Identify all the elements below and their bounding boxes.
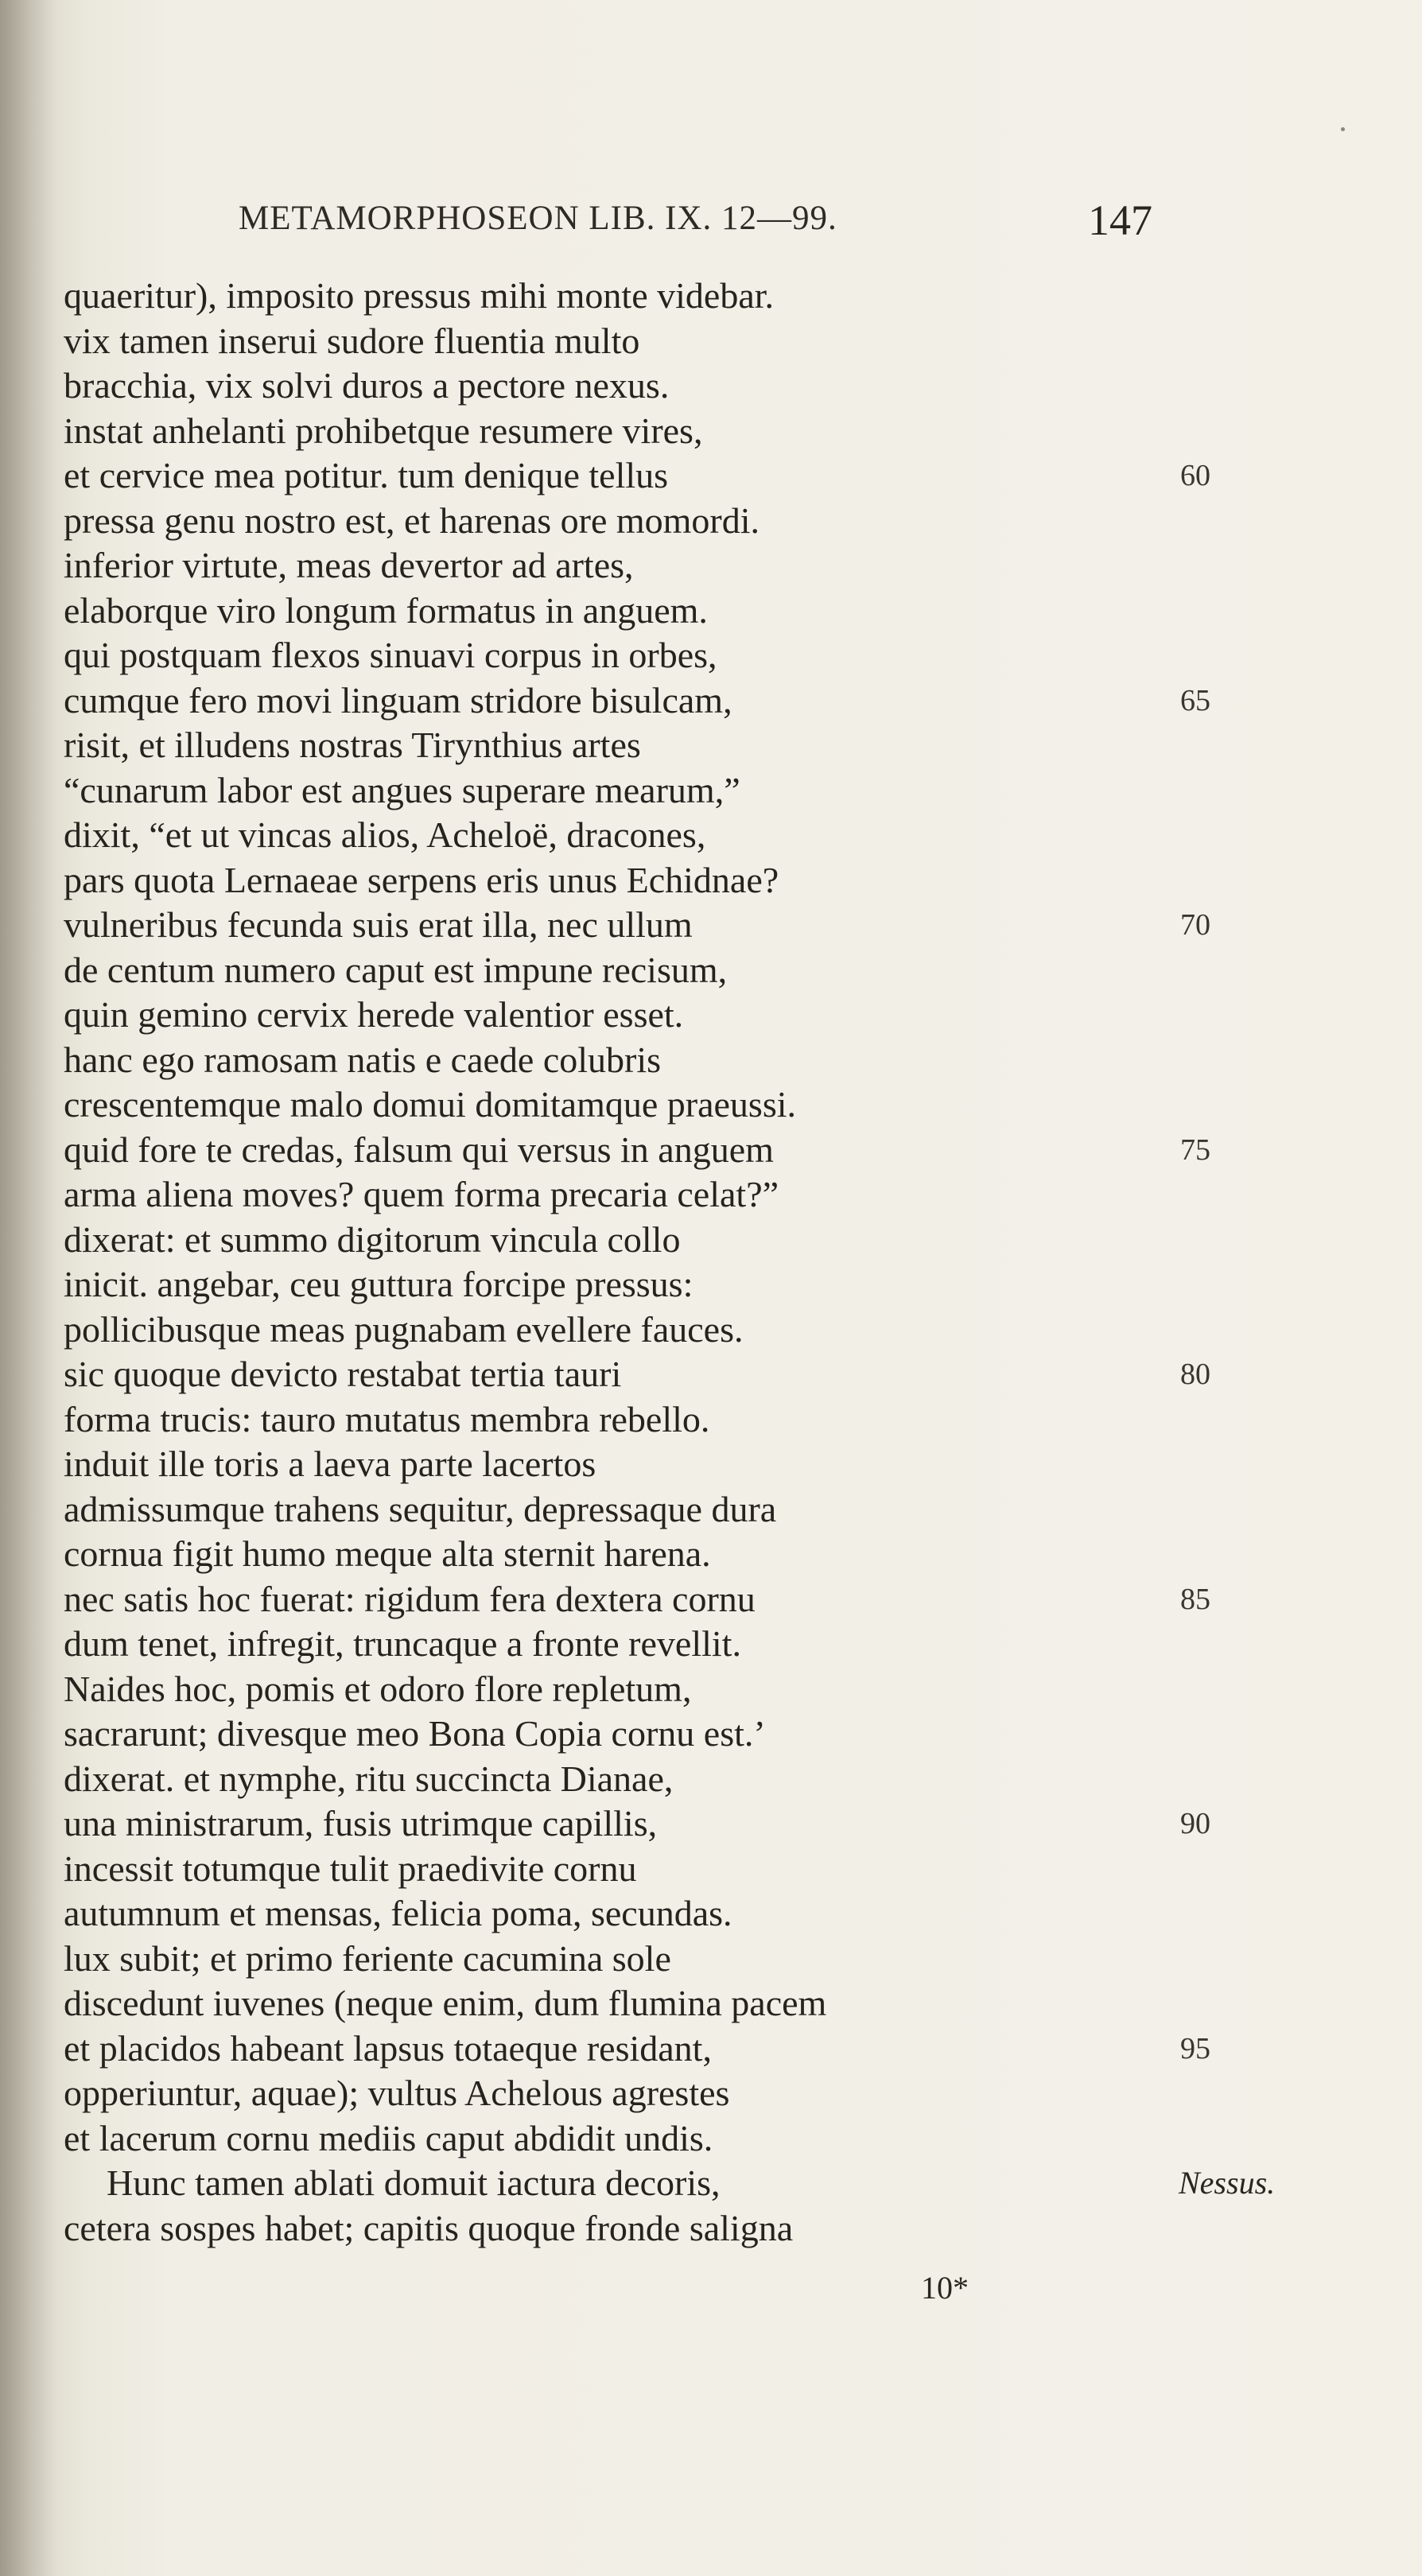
verse-line-text: et cervice mea potitur. tum denique tellus (64, 455, 669, 495)
verse-line (64, 723, 1241, 768)
line-number: 65 (1180, 683, 1210, 717)
marginal-note: Nessus. (1179, 2165, 1276, 2201)
verse-line (64, 589, 1241, 634)
verse-line (64, 1397, 1241, 1443)
verse-line (64, 1262, 1241, 1307)
verse-line-text: bracchia, vix solvi duros a pectore nexus. (64, 365, 670, 406)
verse-line-text: induit ille toris a laeva parte lacertos (64, 1443, 596, 1484)
verse-line-text: vix tamen inserui sudore fluentia multo (64, 320, 640, 361)
verse-line-text: crescentemque malo domui domitamque praeussi. (64, 1084, 797, 1125)
verse-line-text: dixerat: et summo digitorum vincula collo (64, 1218, 681, 1260)
verse-line-text: instat anhelanti prohibetque resumere vires, (64, 410, 703, 451)
verse-line-text: sacrarunt; divesque meo Bona Copia cornu est.’ (64, 1713, 766, 1754)
verse-line-text: inferior virtute, meas devertor ad artes, (64, 545, 634, 585)
verse-line (64, 2071, 1241, 2116)
verse-line-text: una ministrarum, fusis utrimque capillis, (64, 1803, 658, 1844)
verse-line-text: et lacerum cornu mediis caput abdidit undis. (64, 2117, 713, 2158)
verse-line-text: risit, et illudens nostras Tirynthius artes (64, 725, 641, 765)
verse-line-text: elaborque viro longum formatus in anguem. (64, 589, 708, 631)
verse-line (64, 1757, 1241, 1802)
verse-line (64, 1487, 1241, 1533)
gutter-shadow (0, 0, 56, 2576)
verse-line-text: opperiuntur, aquae); vultus Achelous agrestes (64, 2073, 730, 2113)
verse-text-block (64, 274, 1276, 2251)
verse-line-text: vulneribus fecunda suis erat illa, nec ullum (64, 904, 693, 945)
line-number: 90 (1180, 1807, 1210, 1840)
verse-line (64, 363, 1241, 409)
verse-line (64, 453, 1241, 499)
verse-line-text: lux subit; et primo feriente cacumina sole (64, 1937, 671, 1979)
verse-line (64, 1712, 1241, 1757)
verse-line (64, 499, 1241, 544)
verse-line-text: cetera sospes habet; capitis quoque fronde saligna (64, 2207, 794, 2248)
page-number: 147 (1088, 196, 1152, 244)
verse-line (64, 768, 1241, 814)
verse-line-text: Hunc tamen ablati domuit iactura decoris, (107, 2162, 721, 2203)
running-head: METAMORPHOSEON LIB. IX. 12—99. (239, 200, 837, 237)
verse-line (64, 1128, 1241, 1173)
page-speck (1341, 127, 1345, 131)
verse-line (64, 2206, 1241, 2252)
verse-line-text: Naides hoc, pomis et odoro flore repletum, (64, 1668, 692, 1709)
line-number: 60 (1180, 459, 1210, 492)
verse-line (64, 813, 1241, 858)
verse-line-text: dixit, “et ut vincas alios, Acheloë, dracones, (64, 814, 706, 855)
verse-line-text: qui postquam flexos sinuavi corpus in orbes, (64, 635, 717, 675)
verse-line-text: arma aliena moves? quem forma precaria celat?” (64, 1174, 779, 1214)
verse-line-text: quaeritur), imposito pressus mihi monte videbar. (64, 275, 775, 316)
verse-line (64, 1442, 1241, 1487)
verse-line-text: forma trucis: tauro mutatus membra rebello. (64, 1398, 710, 1440)
verse-line-text: hanc ego ramosam natis e caede colubris (64, 1039, 662, 1080)
verse-line-text: et placidos habeant lapsus totaeque residant, (64, 2027, 712, 2069)
line-number: 80 (1180, 1358, 1210, 1391)
verse-line-text: discedunt iuvenes (neque enim, dum flumina pacem (64, 1983, 827, 2023)
verse-line (64, 1981, 1241, 2026)
verse-line (64, 993, 1241, 1038)
verse-line (64, 633, 1241, 678)
line-number: 85 (1180, 1582, 1210, 1616)
verse-line-text: admissumque trahens sequitur, depressaque dura (64, 1488, 777, 1529)
verse-line (64, 1667, 1241, 1712)
verse-line (64, 1622, 1241, 1667)
verse-line-text: pars quota Lernaeae serpens eris unus Echidnae? (64, 859, 779, 900)
verse-line-text: dixerat. et nymphe, ritu succincta Dianae, (64, 1758, 674, 1799)
verse-line (64, 2116, 1241, 2162)
verse-line-text: quin gemino cervix herede valentior esset. (64, 994, 684, 1035)
verse-line (64, 409, 1241, 454)
verse-line (64, 1038, 1241, 1083)
verse-line-text: pollicibusque meas pugnabam evellere fauces. (64, 1308, 744, 1350)
verse-line-text: “cunarum labor est angues superare mearum,” (64, 769, 740, 810)
verse-line (64, 1218, 1241, 1263)
verse-line (64, 2161, 1276, 2206)
verse-line-text: de centum numero caput est impune recisum, (64, 949, 728, 990)
verse-line (64, 678, 1241, 724)
verse-line (64, 543, 1241, 589)
verse-line (64, 274, 1241, 319)
verse-line-text: dum tenet, infregit, truncaque a fronte revellit. (64, 1623, 741, 1664)
verse-line (64, 1891, 1241, 1937)
verse-line (64, 1847, 1241, 1892)
line-number: 70 (1180, 908, 1210, 942)
line-number: 75 (1180, 1133, 1210, 1167)
verse-line-text: pressa genu nostro est, et harenas ore momordi. (64, 499, 760, 541)
verse-line (64, 1352, 1241, 1397)
verse-line (64, 1577, 1241, 1622)
verse-line-text: autumnum et mensas, felicia poma, secundas. (64, 1893, 732, 1933)
verse-line-text: inicit. angebar, ceu guttura forcipe pressus: (64, 1264, 694, 1304)
verse-line (64, 1307, 1241, 1353)
verse-line-text: incessit totumque tulit praedivite cornu (64, 1847, 637, 1889)
verse-line (64, 858, 1241, 903)
verse-line (64, 1172, 1241, 1218)
verse-line (64, 1082, 1241, 1128)
verse-line (64, 1532, 1241, 1577)
verse-line (64, 2026, 1241, 2072)
verse-line (64, 1937, 1241, 1982)
verse-line (64, 948, 1241, 993)
line-number: 95 (1180, 2031, 1210, 2065)
verse-line-text: cornua figit humo meque alta sternit harena. (64, 1533, 711, 1574)
verse-line (64, 1801, 1241, 1847)
verse-line-text: cumque fero movi linguam stridore bisulcam, (64, 679, 732, 721)
verse-line-text: sic quoque devicto restabat tertia tauri (64, 1354, 622, 1394)
verse-line-text: quid fore te credas, falsum qui versus in anguem (64, 1129, 774, 1170)
verse-line (64, 903, 1241, 948)
verse-line-text: nec satis hoc fuerat: rigidum fera dextera cornu (64, 1578, 756, 1619)
signature-mark: 10* (921, 2270, 969, 2306)
verse-line (64, 319, 1241, 364)
